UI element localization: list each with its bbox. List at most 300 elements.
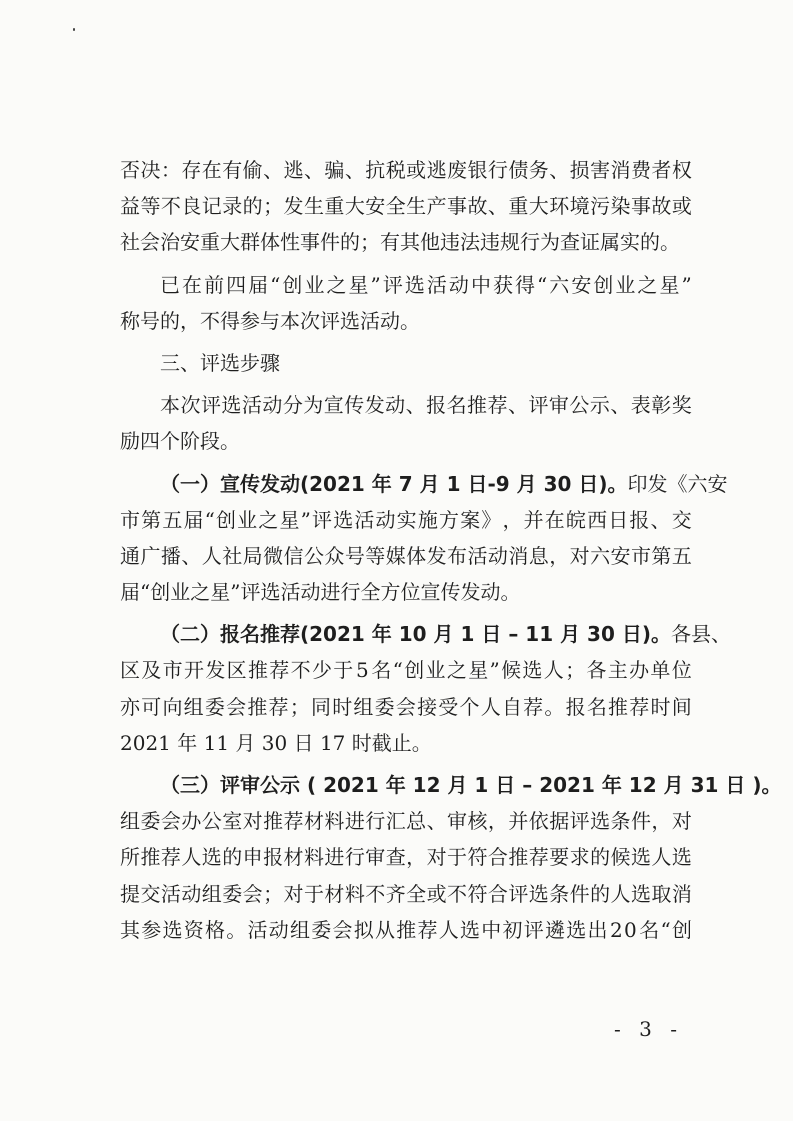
glyph: 、 — [263, 158, 284, 182]
glyph: 宣 — [323, 393, 344, 418]
glyph: 日 — [608, 507, 629, 532]
glyph: 动 — [262, 393, 283, 418]
glyph: 个 — [459, 694, 480, 719]
glyph: 交 — [671, 507, 692, 532]
glyph: 不 — [160, 194, 181, 219]
glyph: 核 — [467, 809, 488, 834]
glyph: 活 — [241, 393, 262, 418]
glyph: 大 — [528, 194, 549, 219]
glyph: 可 — [141, 694, 162, 719]
glyph: 生 — [406, 194, 427, 219]
glyph: “ — [660, 917, 671, 942]
glyph: 选 — [566, 917, 587, 942]
text-line: 2021 年 11 月 30 日 17 时截止。 — [120, 730, 432, 755]
glyph: 息 — [528, 543, 549, 568]
glyph: 推 — [247, 694, 268, 719]
glyph: 骗 — [324, 158, 345, 182]
glyph: 单 — [650, 658, 671, 683]
glyph: ， — [487, 809, 508, 834]
glyph: 少 — [311, 658, 332, 683]
text-line — [120, 767, 782, 803]
glyph: 人 — [543, 658, 564, 683]
glyph: 会 — [242, 881, 263, 906]
glyph: 事 — [630, 194, 651, 219]
glyph: 为 — [303, 393, 324, 418]
glyph: 据 — [549, 809, 570, 834]
glyph: “ — [392, 658, 403, 683]
glyph: 申 — [242, 845, 263, 870]
glyph: 、 — [303, 158, 324, 182]
glyph: 人 — [610, 881, 631, 906]
glyph: 推 — [396, 917, 417, 942]
glyph: 次 — [180, 393, 201, 418]
glyph: 推 — [467, 393, 488, 418]
glyph: 不 — [290, 658, 311, 683]
glyph: 的 — [222, 845, 243, 870]
glyph: 全 — [406, 881, 427, 906]
glyph: 材 — [303, 809, 324, 834]
glyph: 人 — [480, 694, 501, 719]
glyph: 及 — [141, 658, 162, 683]
scan-speck — [73, 28, 75, 31]
glyph: 人 — [181, 845, 202, 870]
glyph: 委 — [222, 881, 243, 906]
glyph: 总 — [406, 809, 427, 834]
glyph: 中 — [481, 917, 502, 942]
glyph: 活 — [467, 543, 488, 568]
glyph: 星 — [468, 658, 489, 683]
glyph: 公 — [303, 543, 324, 568]
glyph: 在 — [182, 272, 203, 297]
glyph: 人 — [438, 917, 459, 942]
glyph: 会 — [395, 694, 416, 719]
glyph: ， — [549, 543, 570, 568]
glyph: 产 — [426, 194, 447, 219]
glyph: 布 — [447, 543, 467, 568]
glyph: 逃 — [283, 158, 304, 182]
glyph: 、 — [426, 809, 447, 834]
glyph: 参 — [141, 917, 162, 942]
glyph: 符 — [467, 881, 488, 906]
glyph: 会 — [226, 694, 247, 719]
glyph: 六 — [590, 543, 611, 568]
glyph: 拟 — [353, 917, 374, 942]
glyph: 案 — [460, 507, 481, 532]
glyph: 、 — [344, 158, 365, 182]
text-line — [120, 689, 692, 725]
glyph: 荐 — [629, 694, 650, 719]
glyph: 偷 — [242, 158, 263, 182]
glyph: 报 — [565, 694, 586, 719]
glyph: 接 — [417, 694, 438, 719]
glyph: 动 — [181, 881, 202, 906]
glyph: 已 — [160, 272, 180, 297]
glyph: 依 — [528, 809, 549, 834]
glyph: 、 — [610, 393, 631, 418]
glyph: 评 — [200, 393, 221, 418]
glyph: 进 — [344, 809, 365, 834]
glyph: 之 — [446, 658, 467, 683]
glyph: 5 — [355, 658, 369, 683]
glyph: 行 — [487, 158, 508, 182]
glyph: 选 — [460, 917, 480, 942]
text-line: 励四个阶段。 — [120, 429, 240, 454]
glyph: 荐 — [160, 845, 181, 870]
glyph: 组 — [120, 809, 140, 834]
glyph: “ — [270, 272, 281, 297]
glyph: 重 — [324, 194, 345, 219]
glyph: 故 — [651, 194, 672, 219]
glyph: 消 — [671, 881, 692, 906]
text-line — [120, 538, 692, 574]
glyph: 人 — [201, 543, 222, 568]
glyph: 评 — [508, 881, 529, 906]
glyph: 评 — [569, 809, 590, 834]
glyph: 选 — [221, 393, 242, 418]
glyph: 四 — [226, 272, 247, 297]
glyph: 发 — [283, 194, 304, 219]
glyph: 或 — [406, 158, 427, 182]
glyph: 行 — [365, 809, 386, 834]
glyph: 安 — [365, 194, 386, 219]
glyph: 件 — [630, 809, 651, 834]
glyph: 社 — [222, 543, 243, 568]
glyph: 故 — [467, 194, 488, 219]
glyph: 业 — [425, 658, 446, 683]
glyph: 安 — [610, 543, 631, 568]
subsection-heading: （二）报名推荐(2021 年 10 月 1 日 – 11 月 30 日)。 — [160, 622, 671, 647]
glyph: 届 — [248, 272, 269, 297]
glyph: 否 — [120, 158, 140, 182]
glyph: 评 — [523, 917, 544, 942]
glyph: 废 — [447, 158, 467, 182]
glyph: 审 — [548, 393, 569, 418]
glyph: 发 — [205, 658, 226, 683]
glyph: 组 — [183, 694, 204, 719]
glyph: 取 — [651, 881, 672, 906]
glyph: 费 — [630, 158, 651, 182]
glyph: 之 — [258, 507, 279, 532]
glyph: 市 — [120, 507, 140, 532]
glyph: 局 — [242, 543, 263, 568]
glyph: 所 — [120, 845, 140, 870]
glyph: 市 — [162, 658, 183, 683]
glyph: “ — [204, 507, 215, 532]
glyph: 于 — [447, 845, 467, 870]
glyph: 推 — [263, 809, 284, 834]
glyph: 等 — [140, 194, 161, 219]
glyph: 星 — [659, 272, 680, 297]
glyph: 的 — [242, 194, 263, 219]
glyph: 会 — [160, 809, 181, 834]
glyph: 活 — [247, 917, 268, 942]
text-line: 称号的，不得参与本次评选活动。 — [120, 308, 420, 333]
glyph: 初 — [502, 917, 523, 942]
text-line — [120, 152, 692, 188]
glyph: 不 — [447, 881, 467, 906]
glyph: ” — [370, 272, 381, 297]
glyph: 创 — [216, 507, 237, 532]
glyph: 动 — [375, 507, 396, 532]
glyph: 亦 — [120, 694, 140, 719]
glyph: 委 — [311, 917, 332, 942]
glyph: 推 — [247, 658, 268, 683]
glyph: 污 — [590, 194, 611, 219]
glyph: 星 — [348, 272, 369, 297]
glyph: 活 — [354, 507, 375, 532]
glyph: 区 — [120, 658, 140, 683]
text-line: 社会治安重大群体性事件的；有其他违法违规行为查证属实的。 — [120, 230, 680, 255]
body-text — [120, 152, 782, 948]
glyph: 税 — [385, 158, 406, 182]
glyph: 皖 — [565, 507, 586, 532]
glyph: 获 — [492, 272, 513, 297]
glyph: 前 — [204, 272, 225, 297]
glyph: 第 — [141, 507, 162, 532]
glyph: 动 — [268, 917, 289, 942]
glyph: 、 — [549, 158, 570, 182]
glyph: 选 — [590, 809, 611, 834]
glyph: 星 — [279, 507, 300, 532]
glyph: 活 — [426, 272, 447, 297]
glyph: 选 — [404, 272, 425, 297]
glyph: 从 — [375, 917, 395, 942]
glyph: 并 — [508, 809, 529, 834]
glyph: 料 — [344, 881, 365, 906]
glyph: 、 — [650, 507, 671, 532]
glyph: 业 — [615, 272, 636, 297]
glyph: 选 — [201, 845, 222, 870]
glyph: 奖 — [671, 393, 692, 418]
glyph: 交 — [140, 881, 161, 906]
glyph: 室 — [222, 809, 243, 834]
glyph: 并 — [523, 507, 544, 532]
glyph: 荐 — [269, 658, 290, 683]
glyph: 事 — [447, 194, 467, 219]
glyph: 查 — [385, 845, 406, 870]
text-line: 届“创业之星”评选活动进行全方位宣传发动。 — [120, 580, 521, 605]
glyph: 业 — [237, 507, 258, 532]
glyph: 决 — [140, 158, 161, 182]
glyph: 报 — [629, 507, 650, 532]
glyph: 、 — [181, 543, 202, 568]
glyph: 届 — [183, 507, 204, 532]
glyph: 境 — [569, 194, 590, 219]
glyph: ； — [289, 694, 310, 719]
glyph: 推 — [608, 694, 629, 719]
glyph: 信 — [283, 543, 304, 568]
glyph: 时 — [332, 694, 353, 719]
section-heading: 三、评选步骤 — [160, 350, 280, 375]
glyph: 创 — [282, 272, 303, 297]
glyph: 》 — [481, 507, 502, 532]
glyph: 在 — [201, 158, 222, 182]
glyph: ” — [300, 507, 311, 532]
glyph: 本 — [160, 393, 180, 418]
glyph: 播 — [160, 543, 181, 568]
glyph: 微 — [263, 543, 284, 568]
glyph: 会 — [332, 917, 353, 942]
glyph: ， — [502, 507, 523, 532]
glyph: 动 — [487, 543, 508, 568]
glyph: 合 — [487, 881, 508, 906]
glyph: 者 — [651, 158, 672, 182]
glyph: 安 — [571, 272, 592, 297]
glyph: 之 — [326, 272, 347, 297]
glyph: 荐 — [417, 917, 438, 942]
glyph: 传 — [344, 393, 365, 418]
glyph: 符 — [467, 845, 488, 870]
glyph: 动 — [385, 393, 406, 418]
glyph: 五 — [671, 543, 692, 568]
glyph: 汇 — [385, 809, 406, 834]
glyph: 区 — [226, 658, 247, 683]
glyph: 荐 — [487, 393, 508, 418]
glyph: 发 — [426, 543, 447, 568]
glyph: ； — [263, 881, 284, 906]
glyph: 记 — [201, 194, 222, 219]
glyph: 委 — [374, 694, 395, 719]
glyph: 推 — [508, 845, 529, 870]
glyph: 条 — [610, 809, 631, 834]
glyph: 于 — [303, 881, 324, 906]
text-line — [120, 387, 692, 423]
glyph: 齐 — [385, 881, 406, 906]
glyph: 主 — [607, 658, 628, 683]
glyph: 求 — [569, 845, 590, 870]
glyph: 公 — [569, 393, 590, 418]
glyph: 材 — [324, 881, 345, 906]
glyph: 、 — [487, 194, 508, 219]
glyph: 评 — [312, 507, 333, 532]
text-line — [120, 652, 692, 688]
glyph: 创 — [593, 272, 614, 297]
glyph: 号 — [344, 543, 365, 568]
glyph: 体 — [406, 543, 427, 568]
glyph: 生 — [303, 194, 324, 219]
glyph: 出 — [587, 917, 608, 942]
glyph: 料 — [303, 845, 324, 870]
glyph: 同 — [310, 694, 331, 719]
glyph: 间 — [671, 694, 692, 719]
glyph: ； — [263, 194, 284, 219]
glyph: ： — [160, 158, 181, 182]
glyph: 报 — [263, 845, 284, 870]
glyph: 中 — [470, 272, 491, 297]
glyph: 损 — [569, 158, 590, 182]
glyph: 选 — [630, 845, 651, 870]
glyph: 自 — [501, 694, 522, 719]
glyph: 组 — [353, 694, 374, 719]
glyph: 开 — [183, 658, 204, 683]
glyph: 选 — [671, 845, 692, 870]
glyph: 候 — [501, 658, 522, 683]
glyph: 消 — [610, 158, 631, 182]
glyph: 资 — [183, 917, 204, 942]
glyph: 或 — [671, 194, 692, 219]
glyph: 不 — [365, 881, 386, 906]
glyph: 的 — [590, 845, 611, 870]
glyph: 荐 — [528, 845, 549, 870]
glyph: 时 — [650, 694, 671, 719]
glyph: 、 — [405, 393, 426, 418]
text-line — [120, 839, 692, 875]
glyph: 创 — [671, 917, 692, 942]
glyph: 对 — [569, 543, 590, 568]
glyph: 条 — [549, 881, 570, 906]
glyph: 表 — [630, 393, 651, 418]
glyph: 环 — [549, 194, 570, 219]
glyph: 对 — [671, 809, 692, 834]
glyph: 名 — [639, 917, 660, 942]
glyph: 对 — [242, 809, 263, 834]
subsection-heading: （一）宣传发动(2021 年 7 月 1 日-9 月 30 日)。 — [160, 471, 628, 496]
glyph: 大 — [344, 194, 365, 219]
glyph: 众 — [324, 543, 345, 568]
glyph: 重 — [508, 194, 529, 219]
glyph: 分 — [282, 393, 303, 418]
glyph: 委 — [140, 809, 161, 834]
glyph: 实 — [396, 507, 417, 532]
glyph: 人 — [651, 845, 672, 870]
glyph: 第 — [651, 543, 672, 568]
glyph: 其 — [120, 917, 140, 942]
glyph: 名 — [446, 393, 467, 418]
text-line — [120, 188, 692, 224]
glyph: 办 — [181, 809, 202, 834]
glyph: 材 — [283, 845, 304, 870]
glyph: 方 — [438, 507, 459, 532]
glyph: 染 — [610, 194, 631, 219]
glyph: 示 — [589, 393, 610, 418]
glyph: 推 — [140, 845, 161, 870]
text-line — [120, 876, 692, 912]
glyph: 格 — [205, 917, 225, 942]
glyph: 五 — [162, 507, 183, 532]
glyph: 务 — [528, 158, 549, 182]
glyph: 评 — [382, 272, 403, 297]
glyph: 施 — [417, 507, 438, 532]
glyph: 。 — [226, 917, 247, 942]
page-number: - 3 - — [614, 1017, 683, 1041]
text-line — [120, 267, 692, 303]
glyph: 选 — [333, 507, 354, 532]
glyph: 组 — [290, 917, 310, 942]
glyph: ” — [681, 272, 692, 297]
glyph: 位 — [671, 658, 692, 683]
glyph: 抗 — [365, 158, 386, 182]
glyph: 或 — [426, 881, 447, 906]
glyph: 0 — [623, 917, 637, 942]
glyph: 良 — [181, 194, 202, 219]
glyph: 广 — [140, 543, 161, 568]
glyph: 审 — [447, 809, 467, 834]
glyph: 通 — [120, 543, 140, 568]
glyph: 名 — [586, 694, 607, 719]
text-line: （一）宣传发动(2021 年 7 月 1 日-9 月 30 日)。 印发《六安 — [120, 466, 692, 502]
glyph: 逃 — [426, 158, 447, 182]
glyph: 名 — [371, 658, 392, 683]
text-line — [120, 803, 692, 839]
text-line: （二）报名推荐(2021 年 10 月 1 日 – 11 月 30 日)。 各县、 — [120, 616, 692, 652]
glyph: 评 — [528, 393, 549, 418]
glyph: 活 — [160, 881, 181, 906]
glyph: 荐 — [283, 809, 304, 834]
glyph: 业 — [304, 272, 325, 297]
glyph: ， — [406, 845, 427, 870]
glyph: 合 — [487, 845, 508, 870]
glyph: 进 — [324, 845, 345, 870]
